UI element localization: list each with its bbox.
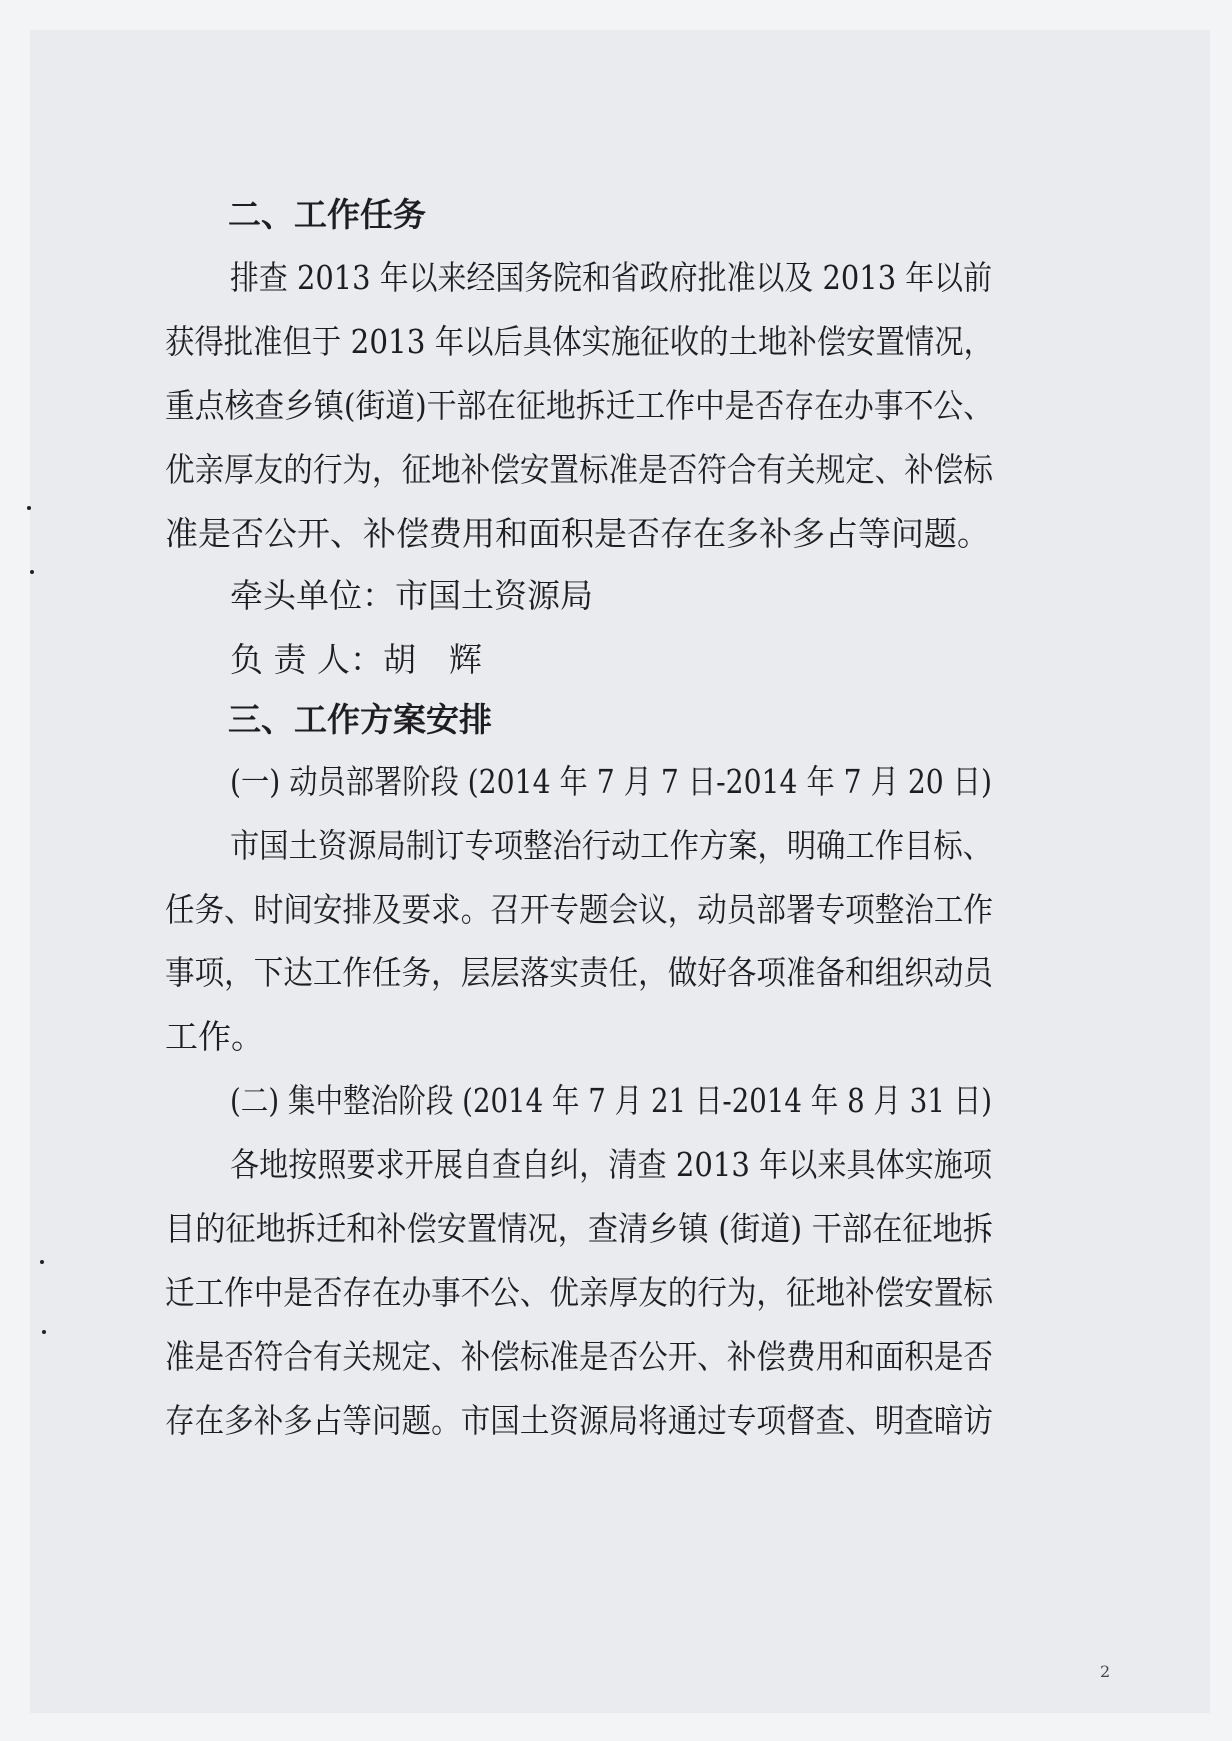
page-number: 2 xyxy=(1100,1662,1111,1681)
section-heading: 二、工作任务 xyxy=(228,195,426,234)
text-line: 牵头单位：市国土资源局 xyxy=(230,576,593,615)
text-line: 优亲厚友的行为，征地补偿安置标准是否符合有关规定、补偿标 xyxy=(165,450,993,489)
text-line: (二) 集中整治阶段 (2014 年 7 月 21 日-2014 年 8 月 31 日) xyxy=(230,1081,992,1120)
text-line: 排查 2013 年以来经国务院和省政府批准以及 2013 年以前 xyxy=(230,258,992,297)
text-line: 获得批准但于 2013 年以后具体实施征收的土地补偿安置情况， xyxy=(165,322,993,361)
text-line: 工作。 xyxy=(165,1017,264,1056)
text-line: 负 责 人：胡 辉 xyxy=(230,640,482,679)
scan-mark xyxy=(27,506,31,510)
scan-mark xyxy=(42,1330,46,1334)
text-line: 重点核查乡镇(街道)干部在征地拆迁工作中是否存在办事不公、 xyxy=(165,386,993,425)
section-heading: 三、工作方案安排 xyxy=(228,700,492,739)
text-line: 事项，下达工作任务，层层落实责任，做好各项准备和组织动员 xyxy=(165,953,993,992)
text-line: 迁工作中是否存在办事不公、优亲厚友的行为，征地补偿安置标 xyxy=(165,1273,993,1312)
text-line: 准是否公开、补偿费用和面积是否存在多补多占等问题。 xyxy=(165,514,990,553)
scan-mark xyxy=(40,1260,44,1264)
text-line: 准是否符合有关规定、补偿标准是否公开、补偿费用和面积是否 xyxy=(165,1337,993,1376)
document-page xyxy=(30,30,1210,1713)
text-line: 存在多补多占等问题。市国土资源局将通过专项督查、明查暗访 xyxy=(165,1401,993,1440)
text-line: 各地按照要求开展自查自纠，清查 2013 年以来具体实施项 xyxy=(230,1145,992,1184)
text-line: 目的征地拆迁和补偿安置情况，查清乡镇 (街道) 干部在征地拆 xyxy=(165,1209,993,1248)
text-line: 任务、时间安排及要求。召开专题会议，动员部署专项整治工作 xyxy=(165,890,993,929)
text-line: 市国土资源局制订专项整治行动工作方案，明确工作目标、 xyxy=(230,826,992,865)
scan-mark xyxy=(30,570,34,574)
text-line: (一) 动员部署阶段 (2014 年 7 月 7 日-2014 年 7 月 20 日) xyxy=(230,762,992,801)
